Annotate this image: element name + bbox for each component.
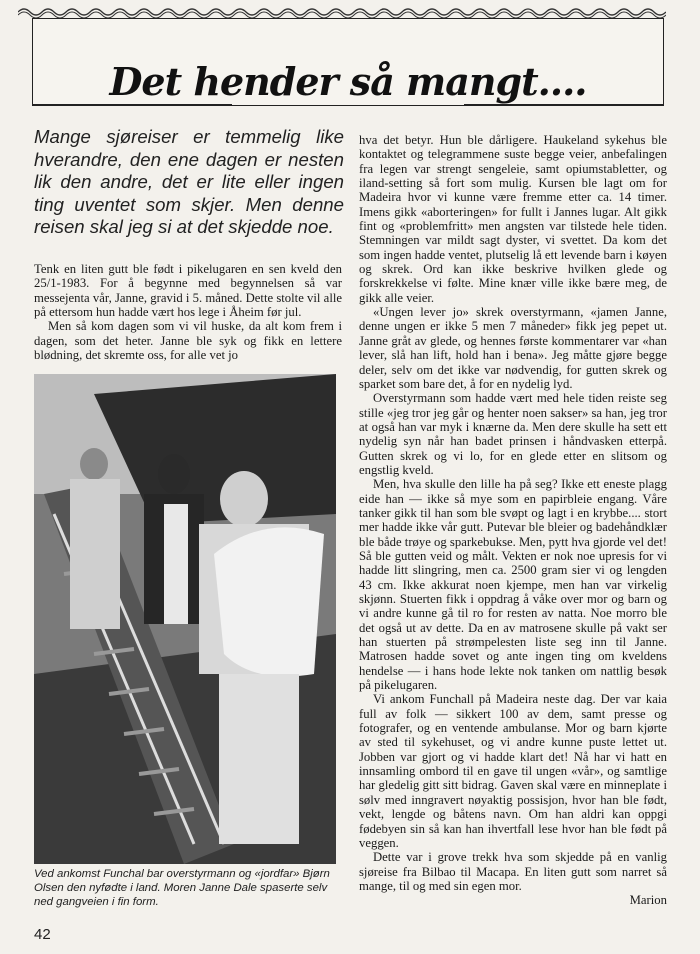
body-paragraph: Men så kom dagen som vi vil huske, da alt kom frem i dagen, som det heter. Janne ble syk og fikk en lettere blødning, det skremte oss, for alle vet jo: [34, 319, 342, 363]
page-number: 42: [34, 926, 51, 943]
title-rule-right: [464, 104, 664, 106]
right-column: [359, 133, 667, 908]
body-paragraph: hva det betyr. Hun ble dårligere. Haukeland sykehus ble kontaktet og telegrammene suste begge veier, anbefalingen fra legen var strengt sengeleie, samt opiumstabletter, og iland-setting så fort som mulig. Kursen ble lagt om for Madeira hvor vi kunne være fremme etter ca. 14 timer. Imens gikk «aborteringen» for fullt i Jannes lugar. Alt gikk fint og «problemfritt» men angsten var tilstede hele tiden. Stemningen var mildt sagt dyster, vi svettet. Da kom det som ingen hadde ventet, plutselig lå ett levende barn i køyen og skrek. Ord kan ikke beskrive hvilken glede og forskrekkelse vi følte. Mine knær ville ikke bære meg, de gikk alle veier.: [359, 133, 667, 305]
left-column: [34, 262, 342, 362]
lead-paragraph: Mange sjøreiser er temmelig like hverandre, den ene dagen er nesten lik den andre, det er lite eller ingen ting uventet som skjer. Men denne reisen skal jeg si at det skjedde noe.: [34, 126, 344, 237]
body-paragraph: Vi ankom Funchall på Madeira neste dag. Der var kaia full av folk — sikkert 100 av dem, samt presse og fotografer, og en ventende ambulanse. Mor og barn kjørte av sted til sykehuset, og vi andre kunne puste lettet ut. Jobben var gjort og vi hadde klart det! Nå har vi hatt en innsamling ombord til en gave til ungen «vår», og samtlige har gledelig gitt sitt bidrag. Gaven skal være en minneplate i sølv med inngravert nøyaktig possisjon, hvor han ble født, vekt, lengde og båtens navn. Om han aldri kan oppgi fødebyen sin så kan han ihvertfall lese hvor han ble født på veggen.: [359, 692, 667, 850]
article-photo: [34, 374, 336, 864]
article-title: Det hender så mangt....: [109, 59, 587, 104]
headline-box: [32, 18, 664, 106]
body-paragraph: Overstyrmann som hadde vært med hele tiden reiste seg stille «jeg tror jeg går og henter noen sakser» sa han, jeg tror at også han var myk i knærne da. Men dere skulle ha sett ett nydelig syn når han badet prinsen i håndvasken etterpå. Gutten skrek og vi lo, for en glede etter en slitsom og engstlig kveld.: [359, 391, 667, 477]
title-rule-left: [32, 104, 232, 106]
body-paragraph: Dette var i grove trekk hva som skjedde på en vanlig sjøreise fra Bilbao til Macapa. En liten gutt som narret så mange, til og med sin egen mor.: [359, 850, 667, 893]
body-paragraph: «Ungen lever jo» skrek overstyrmann, «jamen Janne, denne ungen er ikke 5 men 7 måneder» fikk jeg pepet ut. Janne gråt av glede, og hennes første kommentarer var «han lever, slå han lift, hold han i bena». Jeg måtte gjøre begge deler, selv om det ikke var nødvendig, for gutten skrek og sparket som bare det, å for en nydelig lyd.: [359, 305, 667, 391]
body-paragraph: Men, hva skulle den lille ha på seg? Ikke ett eneste plagg eide han — ikke så mye som en papirbleie engang. Våre tanker gikk til han som ble svøpt og lagt i en krybbe.... stort mer hadde ikke vår gutt. Putevar ble bleier og badehåndklær ble både trøye og sparkebukse. Men, pytt hva gjorde vel det! Så ble gutten veid og målt. Vekten er nok noe upresis for vi hadde litt slingring, men ca. 2500 gram sier vi og lengden 43 cm. Ikke akkurat noen kjempe, men han var virkelig skjønn. Stuerten fikk i oppdrag å våke over mor og barn og vi andre kunne gå til ro for resten av natta. Noe morro ble det også ut av dette. Da en av matrosene skulle på vakt ser han stuerten på strømpelesten liste seg inn til Janne. Matrosen hadde sovet og ante ingen ting om kveldens hendelse — i hans hode lekte nok tanken om nattlig besøk på pikelugaren.: [359, 477, 667, 693]
photo-caption: Ved ankomst Funchal bar overstyrmann og «jordfar» Bjørn Olsen den nyfødte i land. Moren Janne Dale spaserte selv ned gangveien i fin form.: [34, 868, 330, 908]
photo-gangway-image: [34, 374, 336, 864]
wavy-border-decoration: [18, 6, 666, 18]
author-signature: Marion: [629, 893, 667, 908]
body-paragraph: Tenk en liten gutt ble født i pikelugaren en sen kveld den 25/1-1983. For å begynne med begynnelsen så var messejenta vår, Janne, gravid i 5. måned. Dette stolte vil alle på ettersom hun hadde vært hos lege i Åheim før jul.: [34, 262, 342, 320]
